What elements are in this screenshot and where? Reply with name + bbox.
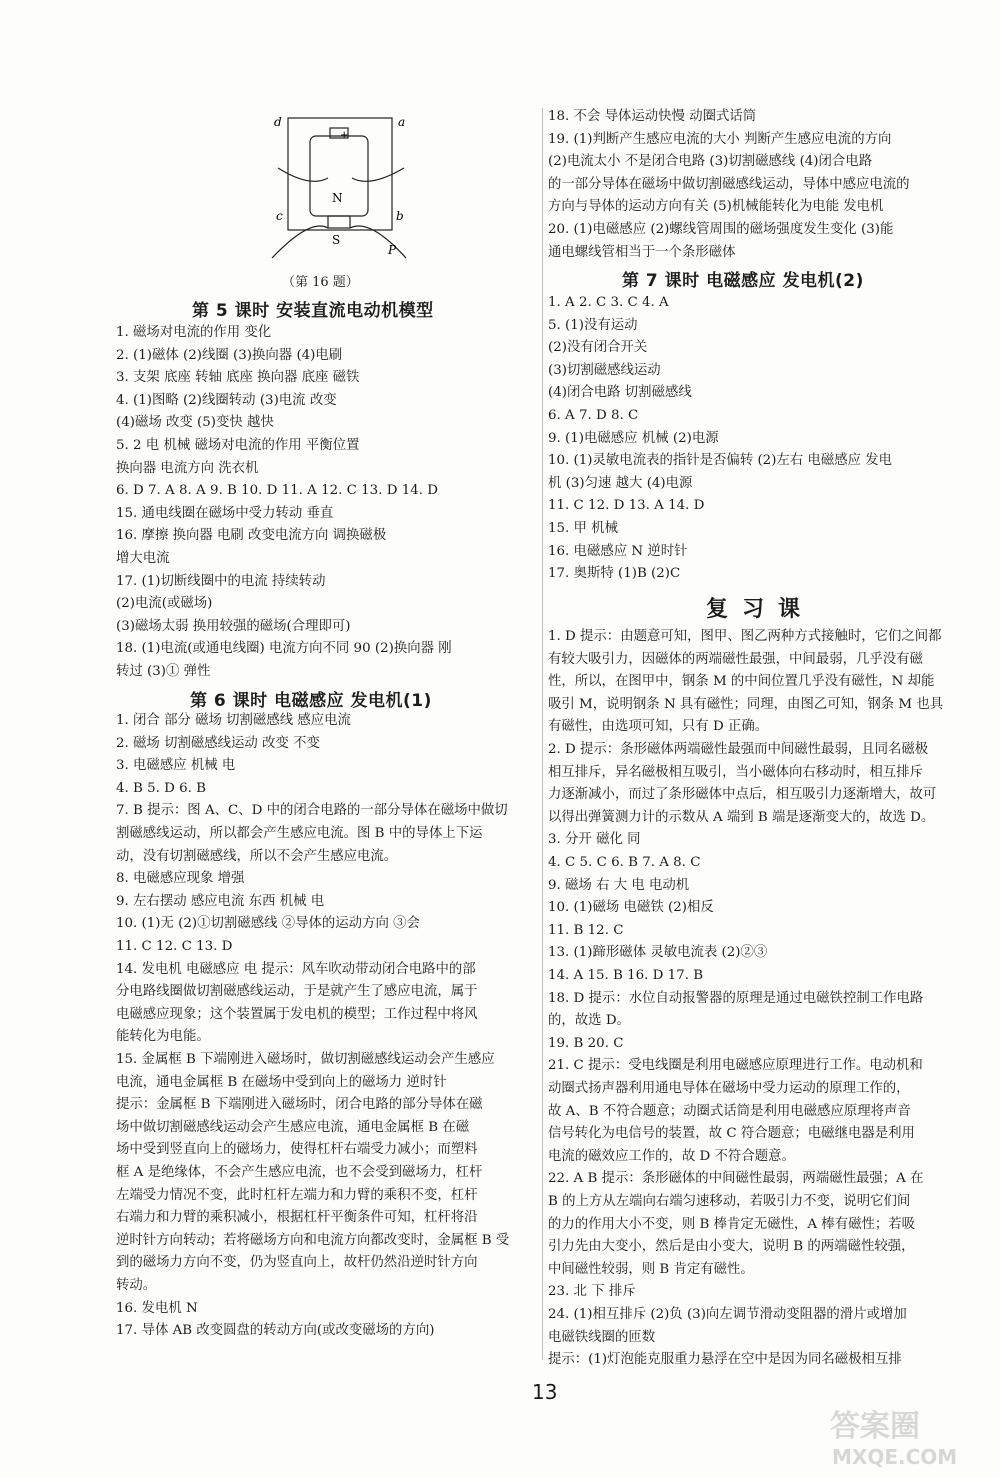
answer-line: 8. 电磁感应现象 增强: [116, 871, 245, 887]
answer-line: (2)电流太小 不是闭合电路 (3)切割磁感线 (4)闭合电路: [548, 154, 873, 170]
answer-line: 的，故选 D。: [548, 1013, 630, 1029]
answer-line: 转过 (3)① 弹性: [116, 664, 211, 679]
answer-line: 性，所以，在图甲中，钢条 M 的中间位置几乎没有磁性，N 却能: [548, 674, 935, 690]
answer-line: 3. 分开 磁化 同: [548, 832, 641, 848]
answer-line: 24. (1)相互排斥 (2)负 (3)向左调节滑动变阻器的滑片或增加: [548, 1307, 907, 1322]
answer-line: 电磁铁线圈的匝数: [548, 1329, 656, 1345]
label-plus: +: [340, 130, 349, 141]
answer-line: 9. 磁场 右 大 电 电动机: [548, 877, 690, 893]
label-c: c: [276, 209, 283, 223]
answer-line: 5. 2 电 机械 磁场对电流的作用 平衡位置: [116, 438, 360, 453]
label-p: P: [388, 243, 397, 257]
field-line-right: [350, 226, 406, 258]
answer-line: (2)没有闭合开关: [548, 340, 648, 356]
answer-line: 提示：(1)灯泡能克服重力悬浮在空中是因为同名磁极相互排: [548, 1352, 902, 1368]
answer-line: 2. (1)磁体 (2)线圈 (3)换向器 (4)电刷: [116, 347, 343, 363]
answer-line: 力逐渐减小，而过了条形磁体中点后，相互吸引力逐渐增大，故可: [548, 787, 937, 803]
answer-line: 15. 通电线圈在磁场中受力转动 垂直: [116, 505, 334, 521]
answer-line: 有较大吸引力，因磁体的两端磁性最强，中间最弱，几乎没有磁: [548, 651, 923, 667]
answer-line: 吸引 M，说明钢条 N 具有磁性；同理，由图乙可知，钢条 M 也具: [548, 696, 944, 712]
answer-line: 9. (1)电磁感应 机械 (2)电源: [548, 430, 719, 446]
answer-line: 换向器 电流方向 洗衣机: [116, 460, 259, 476]
answer-line: 16. 电磁感应 N 逆时针: [548, 543, 688, 559]
answer-line: 右端力和力臂的乘积减小，根据杠杆平衡条件可知，杠杆将沿: [116, 1210, 478, 1226]
answer-line: 4. B 5. D 6. B: [116, 780, 207, 796]
label-a: a: [398, 115, 406, 129]
answer-line: 6. D 7. A 8. A 9. B 10. D 11. A 12. C 13. D 14. D: [116, 483, 438, 499]
field-line-a: [278, 168, 328, 181]
answer-line: 19. (1)判断产生感应电流的大小 判断产生感应电流的方向: [548, 131, 892, 147]
answer-line: 电流的磁效应工作的，故 D 不符合题意。: [548, 1148, 795, 1164]
answer-line: 18. D 提示：水位自动报警器的原理是通过电磁铁控制工作电路: [548, 990, 924, 1006]
answer-line: 1. A 2. C 3. C 4. A: [548, 295, 669, 310]
watermark-url: MXQE.COM: [832, 1445, 958, 1469]
watermark-title: 答案圈: [830, 1409, 920, 1444]
answer-line: 框 A 是绝缘体，不会产生感应电流，也不会受到磁场力，杠杆: [116, 1165, 483, 1180]
answer-line: 20. (1)电磁感应 (2)螺线管周围的磁场强度发生变化 (3)能: [548, 222, 894, 237]
answer-line: 相互排斥，异名磁极相互吸引，当小磁体向右移动时，相互排斥: [548, 764, 923, 780]
answer-line: (4)磁场 改变 (5)变快 越快: [116, 415, 274, 431]
answer-line: 左端受力情况不变，此时杠杆左端力和力臂的乘积不变，杠杆: [116, 1187, 478, 1203]
answer-line: 2. 磁场 切割磁感线运动 改变 不变: [116, 735, 320, 751]
answer-line: 11. B 12. C: [548, 922, 624, 938]
answer-line: 11. C 12. D 13. A 14. D: [548, 498, 705, 514]
answer-line: 14. 发电机 电磁感应 电 提示：风车吹动带动闭合电路中的部: [116, 961, 476, 977]
answer-line: 17. (1)切断线圈中的电流 持续转动: [116, 573, 326, 589]
label-d: d: [274, 115, 282, 129]
heading-lesson-7: 第 7 课时 电磁感应 发电机(2): [622, 271, 864, 291]
answer-line: 11. C 12. C 13. D: [116, 939, 233, 954]
answer-line: 分电路线圈做切割磁感线运动，于是就产生了感应电流，属于: [116, 984, 478, 1000]
answer-line: 14. A 15. B 16. D 17. B: [548, 968, 704, 983]
field-line-b: [352, 168, 404, 181]
answer-line: 的力的作用大小不变，则 B 棒肯定无磁性，A 棒有磁性；若吸: [548, 1216, 916, 1232]
answer-line: 6. A 7. D 8. C: [548, 408, 639, 423]
heading-lesson-6: 第 6 课时 电磁感应 发电机(1): [190, 691, 432, 711]
answer-line: 23. 北 下 排斥: [548, 1284, 636, 1300]
answer-line: 动，没有切割磁感线，所以不会产生感应电流。: [116, 848, 398, 864]
answer-line: 方向与导体的运动方向有关 (5)机械能转化为电能 发电机: [548, 199, 884, 215]
answer-line: 21. C 提示：受电线圈是利用电磁感应原理进行工作。电动机和: [548, 1058, 923, 1074]
answer-line: 17. 奥斯特 (1)B (2)C: [548, 566, 681, 582]
answer-line: B 的上方从左端向右端匀速移动，若吸引力不变，说明它们间: [548, 1194, 911, 1209]
answer-line: 16. 摩擦 换向器 电刷 改变电流方向 调换磁极: [116, 528, 387, 544]
answer-line: 2. D 提示：条形磁体两端磁性最强而中间磁性最弱，且同名磁极: [548, 742, 929, 757]
column-divider: [542, 108, 543, 1360]
answer-line: 中间磁性较弱，则 B 肯定有磁性。: [548, 1261, 754, 1277]
answer-line: 3. 电磁感应 机械 电: [116, 758, 236, 774]
answer-line: 15. 金属框 B 下端刚进入磁场时，做切割磁感线运动会产生感应: [116, 1052, 495, 1067]
heading-lesson-5: 第 5 课时 安装直流电动机模型: [192, 301, 434, 321]
answer-line: 18. 不会 导体运动快慢 动圈式话筒: [548, 109, 757, 124]
label-s: S: [332, 233, 341, 247]
answer-line: 故 A、B 不符合题意；动圈式话筒是利用电磁感应原理将声音: [548, 1103, 911, 1119]
answer-line: (4)闭合电路 切割磁感线: [548, 385, 692, 401]
answer-line: 提示：金属框 B 下端刚进入磁场时，闭合电路的部分导体在磁: [116, 1097, 483, 1113]
answer-line: 4. (1)图略 (2)线圈转动 (3)电流 改变: [116, 392, 337, 408]
answer-line: 10. (1)无 (2)①切割磁感线 ②导体的运动方向 ③会: [116, 916, 420, 932]
answer-line: 割磁感线运动，所以都会产生感应电流。图 B 中的导体上下运: [116, 826, 483, 841]
answer-line: 能转化为电能。: [116, 1029, 210, 1045]
answer-line: 18. (1)电流(或通电线圈) 电流方向不同 90 (2)换向器 刚: [116, 641, 452, 657]
answer-line: 3. 支架 底座 转轴 底座 换向器 底座 磁铁: [116, 370, 360, 386]
answer-line: 17. 导体 AB 改变圆盘的转动方向(或改变磁场的方向): [116, 1323, 435, 1339]
page-number: 13: [532, 1380, 558, 1404]
answer-line: 电流，通电金属框 B 在磁场中受到向上的磁场力 逆时针: [116, 1074, 447, 1090]
answer-line: 1. 闭合 部分 磁场 切割磁感线 感应电流: [116, 713, 351, 728]
watermark-logo: [810, 1400, 990, 1472]
figure-caption: （第 16 题）: [282, 275, 359, 290]
answer-line: 19. B 20. C: [548, 1035, 624, 1051]
answer-line: 电磁感应现象；这个装置属于发电机的模型；工作过程中将风: [116, 1006, 478, 1022]
answer-line: 1. D 提示：由题意可知，图甲、图乙两种方式接触时，它们之间都: [548, 629, 942, 644]
answer-line: 场中做切割磁感线运动会产生感应电流，通电金属框 B 在磁: [116, 1119, 470, 1135]
answer-line: 通电螺线管相当于一个条形磁体: [548, 244, 736, 260]
answer-line: 1. 磁场对电流的作用 变化: [116, 325, 272, 340]
heading-review: 复习课: [706, 597, 815, 622]
answer-line: 到的磁场力方向不变，仍为竖直向上，故杆仍然沿逆时针方向: [116, 1255, 478, 1271]
answer-line: (3)磁场太弱 换用较强的磁场(合理即可): [116, 618, 351, 634]
answer-line: (2)电流(或磁场): [116, 596, 213, 612]
answer-line: 以得出弹簧测力计的示数从 A 端到 B 端是逐渐变大的，故选 D。: [548, 809, 935, 825]
label-n: N: [332, 191, 343, 205]
answer-line: (3)切割磁感线运动: [548, 362, 661, 378]
answer-line: 的一部分导体在磁场中做切割磁感线运动，导体中感应电流的: [548, 176, 910, 192]
answer-line: 9. 左右摆动 感应电流 东西 机械 电: [116, 893, 325, 909]
answer-line: 10. (1)灵敏电流表的指针是否偏转 (2)左右 电磁感应 发电: [548, 453, 893, 469]
pole-s: [328, 216, 350, 228]
answer-line: 13. (1)蹄形磁体 灵敏电流表 (2)②③: [548, 945, 768, 961]
answer-line: 16. 发电机 N: [116, 1300, 198, 1316]
answer-line: 7. B 提示：图 A、C、D 中的闭合电路的一部分导体在磁场中做切: [116, 803, 508, 819]
answer-line: 动圈式扬声器利用通电导体在磁场中受力运动的原理工作的，: [548, 1081, 910, 1096]
answer-line: 有磁性，由选项可知，只有 D 正确。: [548, 719, 769, 735]
answer-line: 信号转化为电信号的装置，故 C 符合题意；电磁继电器是利用: [548, 1126, 915, 1142]
answer-line: 5. (1)没有运动: [548, 317, 638, 333]
field-line-left: [272, 226, 328, 258]
answer-line: 逆时针方向转动；若将磁场方向和电流方向都改变时，金属框 B 受: [116, 1232, 510, 1248]
answer-line: 转动。: [116, 1278, 157, 1293]
label-b: b: [396, 209, 404, 223]
answer-line: 22. A B 提示：条形磁体的中间磁性最弱，两端磁性最强；A 在: [548, 1171, 924, 1187]
answer-line: 场中受到竖直向上的磁场力，使得杠杆右端受力减小；而塑料: [116, 1142, 478, 1158]
answer-line: 4. C 5. C 6. B 7. A 8. C: [548, 855, 701, 870]
answer-line: 增大电流: [116, 551, 170, 566]
answer-line: 引力先由大变小，然后是由小变大，说明 B 的两端磁性较强，: [548, 1239, 915, 1255]
motor-figure: [270, 108, 410, 268]
answer-line: 机 (3)匀速 越大 (4)电源: [548, 475, 693, 491]
answer-line: 15. 甲 机械: [548, 521, 618, 536]
answer-line: 10. (1)磁场 电磁铁 (2)相反: [548, 900, 714, 916]
